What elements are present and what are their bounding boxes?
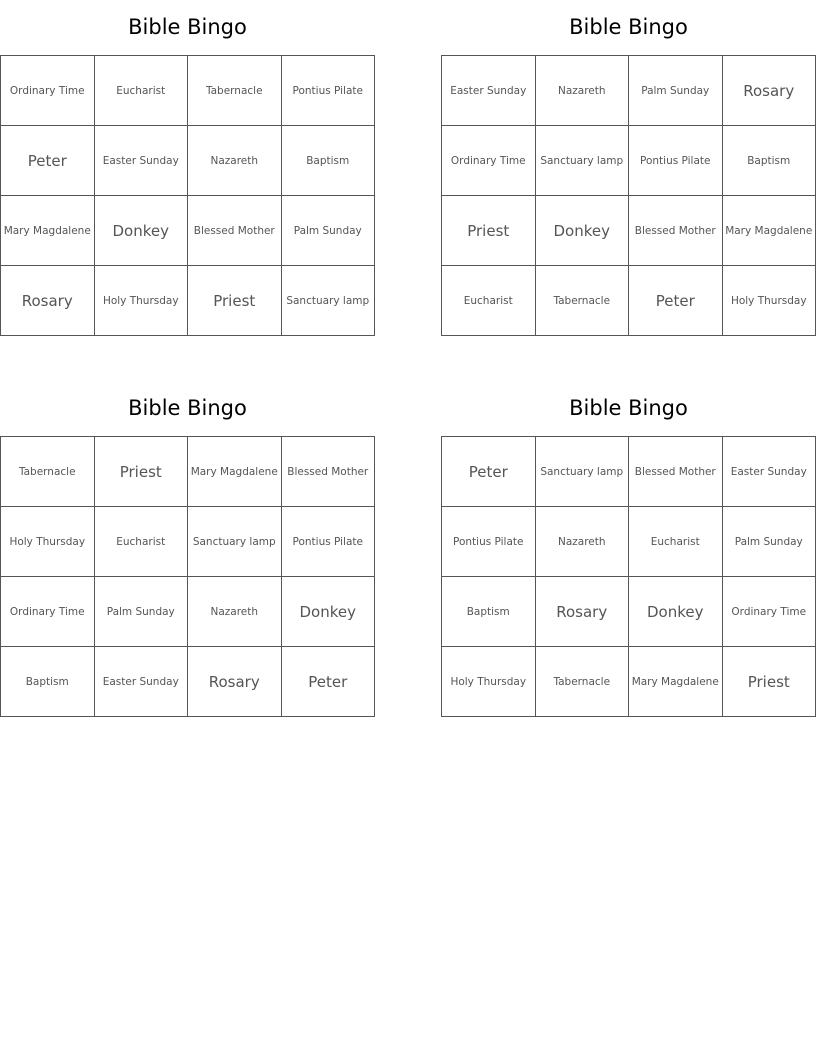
- bingo-cell: Blessed Mother: [629, 437, 723, 507]
- bingo-cell: Ordinary Time: [442, 126, 536, 196]
- bingo-cell: Rosary: [1, 266, 95, 336]
- bingo-card-4: [441, 381, 816, 717]
- bingo-cell: Blessed Mother: [188, 196, 282, 266]
- bingo-cell: Eucharist: [95, 507, 189, 577]
- bingo-cell: Priest: [442, 196, 536, 266]
- bingo-cell: Donkey: [95, 196, 189, 266]
- bingo-card-1: [0, 0, 375, 336]
- bingo-cell: Holy Thursday: [95, 266, 189, 336]
- card-title: Bible Bingo: [569, 15, 688, 39]
- bingo-cell: Eucharist: [629, 507, 723, 577]
- bingo-cell: Ordinary Time: [1, 56, 95, 126]
- bingo-grid: [441, 55, 816, 336]
- bingo-cell: Holy Thursday: [1, 507, 95, 577]
- bingo-cell: Blessed Mother: [282, 437, 376, 507]
- bingo-cell: Nazareth: [536, 507, 630, 577]
- bingo-cell: Priest: [723, 647, 816, 717]
- bingo-cell: Pontius Pilate: [282, 507, 376, 577]
- card-title: Bible Bingo: [128, 15, 247, 39]
- bingo-cell: Palm Sunday: [95, 577, 189, 647]
- bingo-cell: Easter Sunday: [442, 56, 536, 126]
- card-title: Bible Bingo: [569, 396, 688, 420]
- bingo-cell: Mary Magdalene: [629, 647, 723, 717]
- bingo-cell: Sanctuary lamp: [536, 126, 630, 196]
- bingo-cell: Ordinary Time: [723, 577, 816, 647]
- bingo-cell: Eucharist: [95, 56, 189, 126]
- bingo-cell: Palm Sunday: [629, 56, 723, 126]
- bingo-cell: Nazareth: [188, 126, 282, 196]
- bingo-cell: Baptism: [282, 126, 376, 196]
- bingo-card-2: [441, 0, 816, 336]
- bingo-cell: Donkey: [629, 577, 723, 647]
- bingo-cell: Holy Thursday: [442, 647, 536, 717]
- bingo-cell: Tabernacle: [1, 437, 95, 507]
- bingo-cell: Palm Sunday: [282, 196, 376, 266]
- bingo-grid: [0, 55, 375, 336]
- bingo-grid: [0, 436, 375, 717]
- bingo-cell: Tabernacle: [188, 56, 282, 126]
- bingo-cell: Pontius Pilate: [282, 56, 376, 126]
- bingo-cell: Priest: [188, 266, 282, 336]
- bingo-cell: Pontius Pilate: [629, 126, 723, 196]
- bingo-cell: Blessed Mother: [629, 196, 723, 266]
- bingo-cell: Rosary: [723, 56, 816, 126]
- bingo-cell: Donkey: [536, 196, 630, 266]
- bingo-cell: Sanctuary lamp: [188, 507, 282, 577]
- bingo-cell: Ordinary Time: [1, 577, 95, 647]
- bingo-cell: Peter: [282, 647, 376, 717]
- bingo-card-3: [0, 381, 375, 717]
- bingo-cell: Mary Magdalene: [188, 437, 282, 507]
- bingo-cell: Mary Magdalene: [723, 196, 816, 266]
- card-title: Bible Bingo: [128, 396, 247, 420]
- bingo-cell: Tabernacle: [536, 647, 630, 717]
- bingo-cell: Pontius Pilate: [442, 507, 536, 577]
- bingo-cell: Baptism: [723, 126, 816, 196]
- bingo-cell: Rosary: [188, 647, 282, 717]
- bingo-cell: Priest: [95, 437, 189, 507]
- bingo-cell: Palm Sunday: [723, 507, 816, 577]
- bingo-cell: Easter Sunday: [95, 126, 189, 196]
- bingo-cell: Eucharist: [442, 266, 536, 336]
- bingo-cell: Peter: [1, 126, 95, 196]
- bingo-cell: Mary Magdalene: [1, 196, 95, 266]
- bingo-cell: Rosary: [536, 577, 630, 647]
- bingo-cell: Easter Sunday: [723, 437, 816, 507]
- bingo-cell: Peter: [442, 437, 536, 507]
- bingo-cell: Sanctuary lamp: [536, 437, 630, 507]
- bingo-cell: Holy Thursday: [723, 266, 816, 336]
- bingo-cell: Nazareth: [188, 577, 282, 647]
- bingo-grid: [441, 436, 816, 717]
- bingo-cell: Nazareth: [536, 56, 630, 126]
- bingo-cell: Tabernacle: [536, 266, 630, 336]
- bingo-cell: Donkey: [282, 577, 376, 647]
- bingo-cell: Baptism: [1, 647, 95, 717]
- bingo-cell: Sanctuary lamp: [282, 266, 376, 336]
- bingo-cell: Peter: [629, 266, 723, 336]
- bingo-cell: Baptism: [442, 577, 536, 647]
- bingo-cell: Easter Sunday: [95, 647, 189, 717]
